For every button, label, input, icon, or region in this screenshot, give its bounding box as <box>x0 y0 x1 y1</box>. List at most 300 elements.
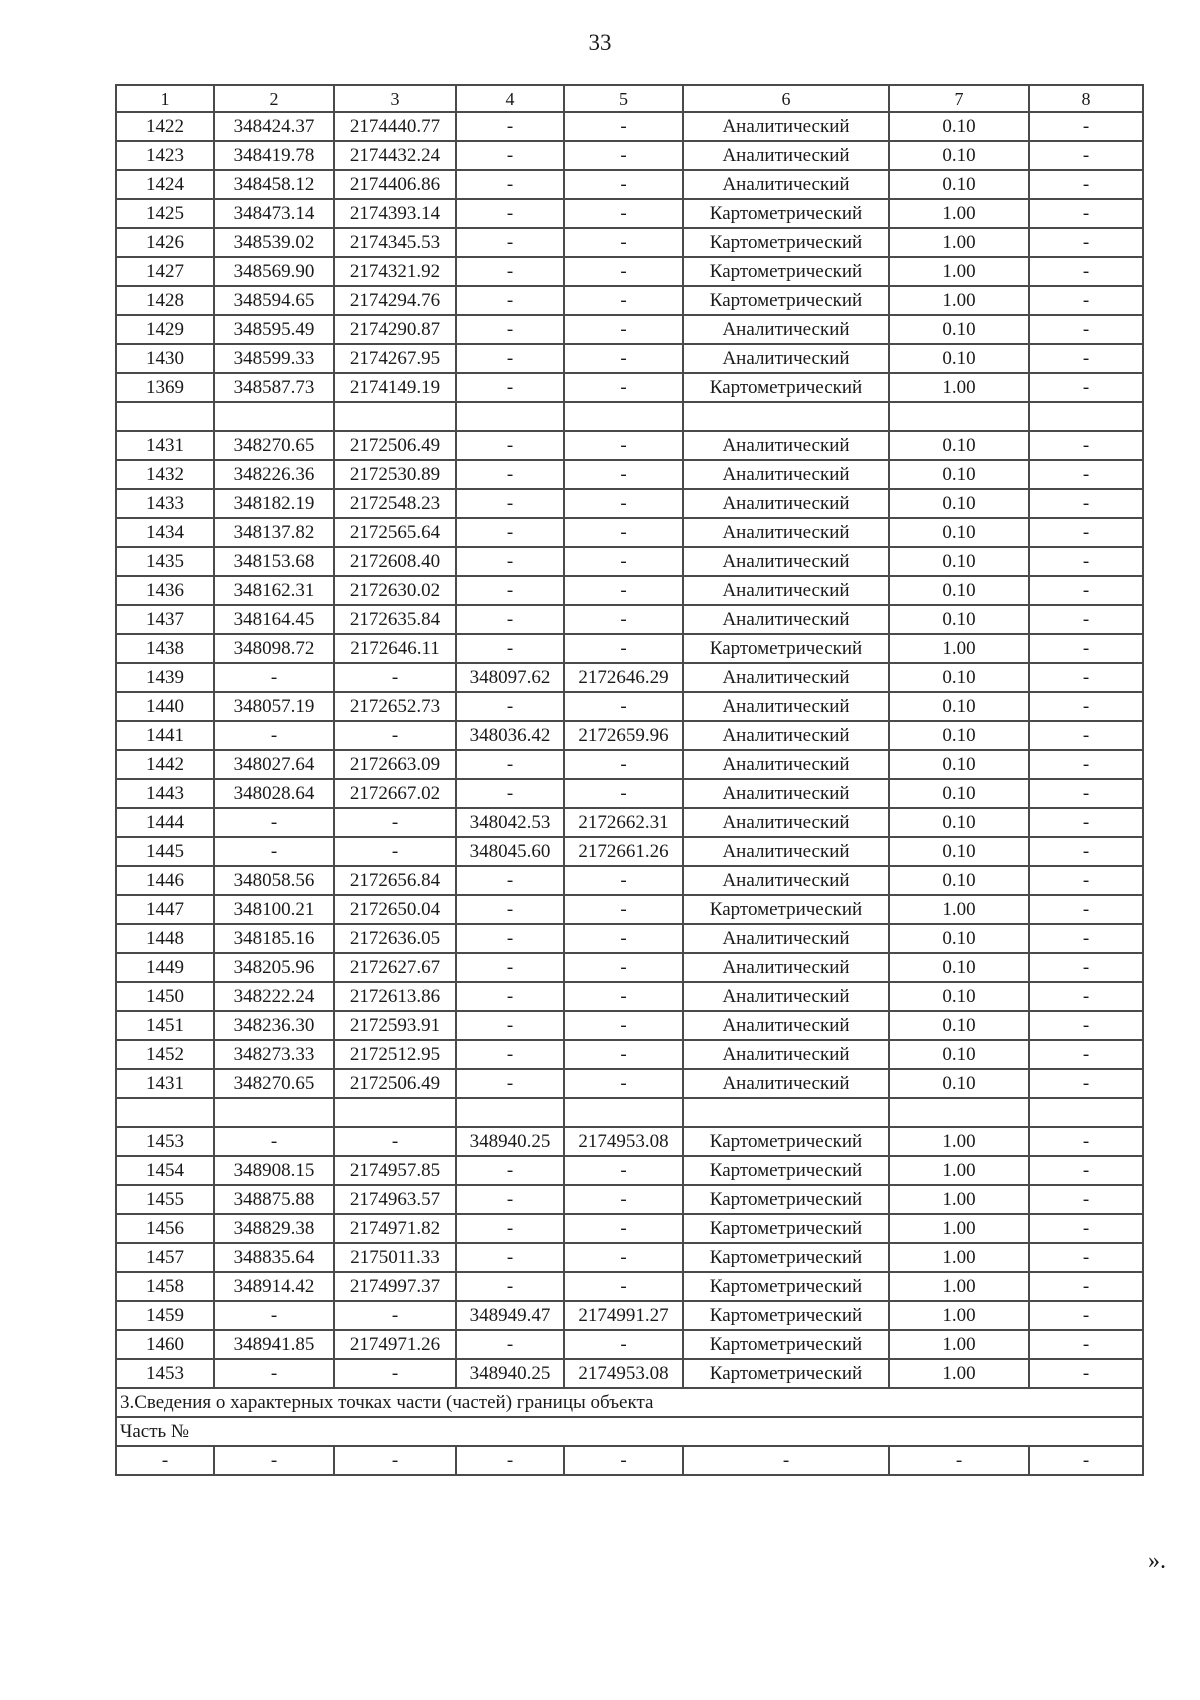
table-cell: - <box>1029 1446 1143 1475</box>
table-cell: 0.10 <box>889 315 1029 344</box>
table-cell: Картометрический <box>683 1127 889 1156</box>
table-cell: 1.00 <box>889 1185 1029 1214</box>
table-cell: - <box>1029 837 1143 866</box>
table-cell: Аналитический <box>683 750 889 779</box>
table-cell: - <box>1029 1069 1143 1098</box>
table-separator-row <box>116 402 1143 431</box>
table-cell: 1437 <box>116 605 214 634</box>
table-cell: Картометрический <box>683 895 889 924</box>
table-cell: 1428 <box>116 286 214 315</box>
table-row <box>116 1185 1143 1214</box>
table-cell: - <box>1029 112 1143 141</box>
table-cell: 1.00 <box>889 228 1029 257</box>
table-cell: - <box>456 315 564 344</box>
table-cell: Картометрический <box>683 1330 889 1359</box>
table-row <box>116 895 1143 924</box>
table-cell: 2174149.19 <box>334 373 456 402</box>
table-cell: 2174991.27 <box>564 1301 683 1330</box>
table-cell: 1 <box>116 85 214 112</box>
table-cell: - <box>456 1040 564 1069</box>
table-cell: - <box>564 750 683 779</box>
table-cell: 2174997.37 <box>334 1272 456 1301</box>
table-cell: 2172662.31 <box>564 808 683 837</box>
table-cell: - <box>564 315 683 344</box>
coordinates-table <box>115 84 1144 1476</box>
table-cell: - <box>683 1446 889 1475</box>
table-cell: - <box>1029 895 1143 924</box>
table-cell <box>889 402 1029 431</box>
table-cell <box>214 402 334 431</box>
table-cell: 0.10 <box>889 344 1029 373</box>
table-cell: 2172565.64 <box>334 518 456 547</box>
table-cell: 348829.38 <box>214 1214 334 1243</box>
table-cell: - <box>456 170 564 199</box>
table-cell: - <box>334 1446 456 1475</box>
table-cell: 348424.37 <box>214 112 334 141</box>
table-row <box>116 112 1143 141</box>
table-cell: - <box>456 1446 564 1475</box>
table-cell: 1427 <box>116 257 214 286</box>
table-cell: - <box>1029 634 1143 663</box>
table-cell: 1423 <box>116 141 214 170</box>
table-cell: 348137.82 <box>214 518 334 547</box>
table-cell: 1369 <box>116 373 214 402</box>
table-cell: 0.10 <box>889 750 1029 779</box>
table-cell: - <box>564 431 683 460</box>
table-cell: - <box>564 518 683 547</box>
table-cell: 348028.64 <box>214 779 334 808</box>
table-cell: 348569.90 <box>214 257 334 286</box>
table-cell: 0.10 <box>889 1040 1029 1069</box>
table-cell: - <box>1029 808 1143 837</box>
table-cell: - <box>1029 431 1143 460</box>
table-row <box>116 286 1143 315</box>
table-cell <box>564 402 683 431</box>
table-cell: 2172548.23 <box>334 489 456 518</box>
table-cell: - <box>334 837 456 866</box>
table-cell: 2174406.86 <box>334 170 456 199</box>
table-cell: 1459 <box>116 1301 214 1330</box>
table-cell: 348226.36 <box>214 460 334 489</box>
table-cell: 2172656.84 <box>334 866 456 895</box>
table-cell: 348594.65 <box>214 286 334 315</box>
table-cell: 2174345.53 <box>334 228 456 257</box>
table-cell: - <box>564 1330 683 1359</box>
table-cell: 1435 <box>116 547 214 576</box>
table-row <box>116 1069 1143 1098</box>
table-cell: 1442 <box>116 750 214 779</box>
table-cell: 2172659.96 <box>564 721 683 750</box>
table-cell: - <box>456 431 564 460</box>
table-cell: - <box>564 866 683 895</box>
table-cell: - <box>1029 924 1143 953</box>
table-cell: - <box>456 373 564 402</box>
table-cell: 348058.56 <box>214 866 334 895</box>
table-cell: 1454 <box>116 1156 214 1185</box>
table-cell: 2 <box>214 85 334 112</box>
table-cell: - <box>564 1011 683 1040</box>
table-cell: - <box>334 663 456 692</box>
table-row <box>116 1127 1143 1156</box>
table-cell: - <box>1029 982 1143 1011</box>
table-cell: 1457 <box>116 1243 214 1272</box>
table-cell <box>1029 1098 1143 1127</box>
table-cell <box>456 402 564 431</box>
table-cell: - <box>1029 866 1143 895</box>
table-cell: 0.10 <box>889 431 1029 460</box>
closing-quote-mark: ». <box>1148 1548 1166 1574</box>
table-cell: 348164.45 <box>214 605 334 634</box>
table-cell: - <box>1029 605 1143 634</box>
table-cell: 1425 <box>116 199 214 228</box>
table-cell: - <box>1029 1330 1143 1359</box>
table-cell: - <box>456 924 564 953</box>
table-cell: 348057.19 <box>214 692 334 721</box>
table-cell: 5 <box>564 85 683 112</box>
table-cell: - <box>564 576 683 605</box>
table-row <box>116 460 1143 489</box>
table-cell: 348473.14 <box>214 199 334 228</box>
table-cell: 348458.12 <box>214 170 334 199</box>
table-row <box>116 1156 1143 1185</box>
table-cell: - <box>334 1127 456 1156</box>
table-cell: 0.10 <box>889 112 1029 141</box>
table-cell: 1436 <box>116 576 214 605</box>
table-cell: 0.10 <box>889 779 1029 808</box>
table-cell: 1460 <box>116 1330 214 1359</box>
table-cell: 2172646.29 <box>564 663 683 692</box>
table-cell: 2174971.26 <box>334 1330 456 1359</box>
table-cell: - <box>456 1330 564 1359</box>
table-cell: - <box>456 141 564 170</box>
table-cell: 348042.53 <box>456 808 564 837</box>
table-cell: - <box>1029 779 1143 808</box>
table-cell: - <box>334 1359 456 1388</box>
table-row <box>116 1272 1143 1301</box>
table-cell: 1.00 <box>889 895 1029 924</box>
table-cell: Аналитический <box>683 518 889 547</box>
table-cell: - <box>1029 228 1143 257</box>
table-cell <box>683 1098 889 1127</box>
table-cell: - <box>1029 1127 1143 1156</box>
table-cell: - <box>1029 953 1143 982</box>
table-footer-row <box>116 1446 1143 1475</box>
table-cell: 348045.60 <box>456 837 564 866</box>
table-cell: - <box>564 112 683 141</box>
table-cell <box>116 1098 214 1127</box>
table-cell: - <box>456 112 564 141</box>
table-cell <box>116 402 214 431</box>
part-label-row <box>116 1417 1143 1446</box>
table-cell: 0.10 <box>889 663 1029 692</box>
table-cell: - <box>214 1301 334 1330</box>
table-cell: - <box>1029 199 1143 228</box>
table-cell: 348027.64 <box>214 750 334 779</box>
table-cell: Аналитический <box>683 605 889 634</box>
table-row <box>116 924 1143 953</box>
table-cell: 0.10 <box>889 576 1029 605</box>
table-cell: - <box>1029 518 1143 547</box>
table-cell: Аналитический <box>683 1069 889 1098</box>
table-cell: 348599.33 <box>214 344 334 373</box>
table-cell: - <box>456 228 564 257</box>
table-cell: 2172593.91 <box>334 1011 456 1040</box>
table-cell: 348270.65 <box>214 1069 334 1098</box>
table-cell: Аналитический <box>683 344 889 373</box>
table-cell: 1.00 <box>889 1156 1029 1185</box>
table-cell: 1439 <box>116 663 214 692</box>
table-cell: - <box>564 1243 683 1272</box>
table-cell: 348182.19 <box>214 489 334 518</box>
table-cell: - <box>1029 170 1143 199</box>
table-row <box>116 1301 1143 1330</box>
table-cell: 0.10 <box>889 141 1029 170</box>
section-title: 3.Сведения о характерных точках части (частей) границы объекта <box>116 1388 1143 1417</box>
table-cell: 0.10 <box>889 924 1029 953</box>
table-cell: 348098.72 <box>214 634 334 663</box>
table-cell: 348162.31 <box>214 576 334 605</box>
table-cell: - <box>334 721 456 750</box>
table-cell: 2174957.85 <box>334 1156 456 1185</box>
table-cell: - <box>564 344 683 373</box>
table-cell: 1.00 <box>889 199 1029 228</box>
table-separator-row <box>116 1098 1143 1127</box>
table-cell: Картометрический <box>683 1185 889 1214</box>
table-row <box>116 837 1143 866</box>
table-cell: 2172667.02 <box>334 779 456 808</box>
table-cell: 2172646.11 <box>334 634 456 663</box>
table-cell: Картометрический <box>683 257 889 286</box>
table-cell: - <box>456 634 564 663</box>
table-cell: - <box>1029 1243 1143 1272</box>
table-row <box>116 576 1143 605</box>
table-cell: - <box>1029 576 1143 605</box>
table-cell: - <box>564 547 683 576</box>
table-cell: 1.00 <box>889 1330 1029 1359</box>
table-row <box>116 199 1143 228</box>
table-cell: Аналитический <box>683 431 889 460</box>
table-cell: - <box>564 170 683 199</box>
table-row <box>116 663 1143 692</box>
table-row <box>116 1214 1143 1243</box>
table-cell: 1447 <box>116 895 214 924</box>
table-cell: - <box>564 460 683 489</box>
table-cell: 6 <box>683 85 889 112</box>
table-cell: 1.00 <box>889 1272 1029 1301</box>
table-cell: 2172663.09 <box>334 750 456 779</box>
table-cell: - <box>564 924 683 953</box>
table-cell: 2174432.24 <box>334 141 456 170</box>
table-cell: - <box>564 634 683 663</box>
table-cell: 348941.85 <box>214 1330 334 1359</box>
table-cell: 1449 <box>116 953 214 982</box>
table-row <box>116 1359 1143 1388</box>
table-cell: Аналитический <box>683 547 889 576</box>
table-cell: 348036.42 <box>456 721 564 750</box>
table-cell: 1455 <box>116 1185 214 1214</box>
table-row <box>116 431 1143 460</box>
table-cell: 0.10 <box>889 170 1029 199</box>
table-cell: - <box>564 199 683 228</box>
table-cell: - <box>1029 1185 1143 1214</box>
table-cell: Аналитический <box>683 112 889 141</box>
table-row <box>116 141 1143 170</box>
table-cell: - <box>889 1446 1029 1475</box>
table-cell: 348587.73 <box>214 373 334 402</box>
table-cell: 2172506.49 <box>334 431 456 460</box>
table-cell <box>564 1098 683 1127</box>
table-row <box>116 315 1143 344</box>
table-cell: Картометрический <box>683 373 889 402</box>
table-cell: 1429 <box>116 315 214 344</box>
table-cell: Аналитический <box>683 953 889 982</box>
table-cell: 1431 <box>116 431 214 460</box>
table-cell: - <box>564 1069 683 1098</box>
table-cell: Аналитический <box>683 170 889 199</box>
table-cell: 2172650.04 <box>334 895 456 924</box>
table-cell: 0.10 <box>889 982 1029 1011</box>
table-row <box>116 1243 1143 1272</box>
table-cell: 1445 <box>116 837 214 866</box>
table-row <box>116 547 1143 576</box>
table-cell: 348419.78 <box>214 141 334 170</box>
table-row <box>116 170 1143 199</box>
table-cell: Аналитический <box>683 489 889 518</box>
table-cell: 1.00 <box>889 257 1029 286</box>
table-cell: 8 <box>1029 85 1143 112</box>
table-cell: 1.00 <box>889 1127 1029 1156</box>
table-cell: 1.00 <box>889 1243 1029 1272</box>
table-cell: - <box>456 1272 564 1301</box>
table-cell: - <box>1029 344 1143 373</box>
table-cell: 0.10 <box>889 547 1029 576</box>
table-cell: 348185.16 <box>214 924 334 953</box>
table-cell <box>1029 402 1143 431</box>
table-cell: 0.10 <box>889 866 1029 895</box>
table-row <box>116 779 1143 808</box>
table-cell: 1446 <box>116 866 214 895</box>
table-cell: - <box>1029 1156 1143 1185</box>
table-cell: - <box>456 750 564 779</box>
table-cell: 2174953.08 <box>564 1359 683 1388</box>
table-cell: - <box>564 1272 683 1301</box>
table-cell: Картометрический <box>683 286 889 315</box>
table-row <box>116 866 1143 895</box>
table-cell: 348236.30 <box>214 1011 334 1040</box>
table-cell: 2174321.92 <box>334 257 456 286</box>
table-cell: Картометрический <box>683 634 889 663</box>
table-cell: - <box>1029 692 1143 721</box>
table-cell: 348940.25 <box>456 1127 564 1156</box>
table-cell: - <box>214 808 334 837</box>
table-cell: 1.00 <box>889 634 1029 663</box>
table-cell: 348097.62 <box>456 663 564 692</box>
table-cell: - <box>1029 750 1143 779</box>
table-cell: 2174963.57 <box>334 1185 456 1214</box>
table-cell: 2174953.08 <box>564 1127 683 1156</box>
table-cell: - <box>456 518 564 547</box>
table-cell: - <box>564 1214 683 1243</box>
table-cell: Аналитический <box>683 779 889 808</box>
table-cell: 1440 <box>116 692 214 721</box>
table-row <box>116 257 1143 286</box>
table-cell: - <box>456 1214 564 1243</box>
table-row <box>116 750 1143 779</box>
table-row <box>116 228 1143 257</box>
table-row <box>116 518 1143 547</box>
table-cell: 348949.47 <box>456 1301 564 1330</box>
table-cell: - <box>564 141 683 170</box>
table-cell: - <box>1029 489 1143 518</box>
table-cell: - <box>564 982 683 1011</box>
table-cell <box>214 1098 334 1127</box>
table-cell: - <box>564 228 683 257</box>
table-cell: Картометрический <box>683 1214 889 1243</box>
table-cell: 2174393.14 <box>334 199 456 228</box>
table-cell: 348270.65 <box>214 431 334 460</box>
table-cell: Картометрический <box>683 1359 889 1388</box>
table-cell: 1441 <box>116 721 214 750</box>
page-number: 33 <box>588 30 612 55</box>
table-cell: 2172627.67 <box>334 953 456 982</box>
table-cell: 1.00 <box>889 1301 1029 1330</box>
table-cell: 1452 <box>116 1040 214 1069</box>
table-cell: - <box>564 895 683 924</box>
table-cell: - <box>456 982 564 1011</box>
table-cell: - <box>1029 721 1143 750</box>
table-row <box>116 953 1143 982</box>
table-row <box>116 982 1143 1011</box>
table-cell: - <box>456 199 564 228</box>
table-cell: 1422 <box>116 112 214 141</box>
table-cell: 0.10 <box>889 605 1029 634</box>
table-cell: 348100.21 <box>214 895 334 924</box>
table-cell: - <box>1029 257 1143 286</box>
table-cell: - <box>564 953 683 982</box>
table-cell: - <box>564 692 683 721</box>
table-cell: - <box>564 605 683 634</box>
table-cell: 2172608.40 <box>334 547 456 576</box>
table-cell: Аналитический <box>683 576 889 605</box>
table-cell <box>683 402 889 431</box>
table-cell: 1451 <box>116 1011 214 1040</box>
table-cell: - <box>1029 315 1143 344</box>
table-cell: Картометрический <box>683 1301 889 1330</box>
table-cell: 0.10 <box>889 1069 1029 1098</box>
table-cell: 1433 <box>116 489 214 518</box>
table-cell: 1.00 <box>889 1359 1029 1388</box>
table-cell: - <box>1029 1040 1143 1069</box>
table-cell: - <box>456 866 564 895</box>
table-cell: Аналитический <box>683 692 889 721</box>
table-cell: 0.10 <box>889 837 1029 866</box>
table-cell: 348222.24 <box>214 982 334 1011</box>
table-cell: - <box>456 1011 564 1040</box>
table-cell: - <box>334 808 456 837</box>
table-cell: Аналитический <box>683 460 889 489</box>
table-cell: 2172613.86 <box>334 982 456 1011</box>
table-cell: 2172512.95 <box>334 1040 456 1069</box>
table-cell: - <box>456 953 564 982</box>
table-cell: - <box>456 257 564 286</box>
table-cell: - <box>456 1156 564 1185</box>
table-cell: - <box>564 489 683 518</box>
table-cell: 2172652.73 <box>334 692 456 721</box>
table-cell: 348539.02 <box>214 228 334 257</box>
table-cell: - <box>564 1446 683 1475</box>
table-cell: 1444 <box>116 808 214 837</box>
table-row <box>116 634 1143 663</box>
